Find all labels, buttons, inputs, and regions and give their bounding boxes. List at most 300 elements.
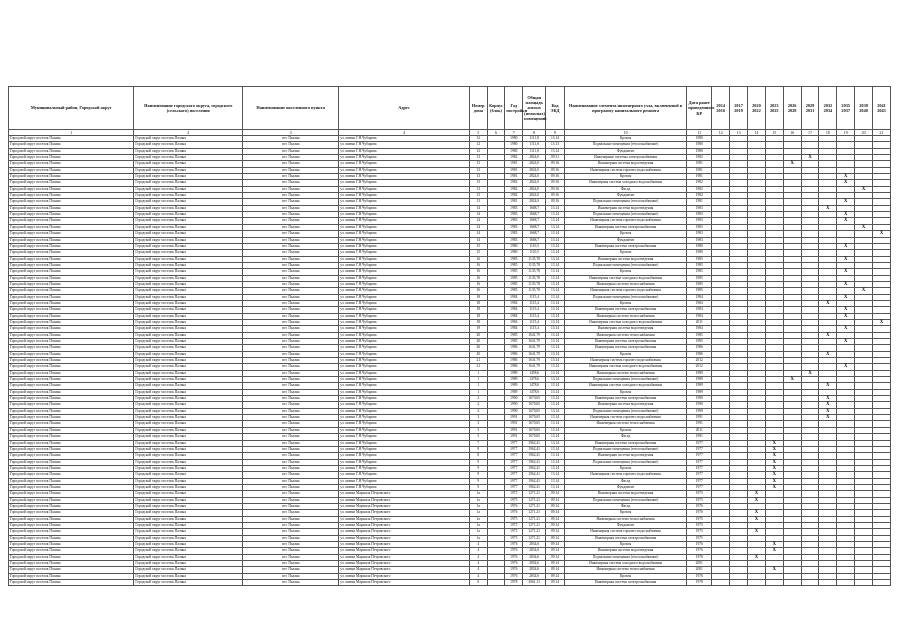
- cell-settlement: Городской округ поселок Палана: [134, 421, 243, 427]
- cell-ekd-code: 09.14: [546, 561, 565, 567]
- cell-district: Городской округ поселок Палана: [9, 288, 134, 294]
- cell-settlement: Городской округ поселок Палана: [134, 205, 243, 211]
- cell-last-repair-date: 1976: [687, 548, 712, 554]
- cell-period-8: X: [837, 180, 855, 186]
- cell-area: 3061,11: [523, 580, 546, 586]
- cell-area: 1668,7: [523, 231, 546, 237]
- cell-element: Инженерная система горячего водоснабжения: [564, 529, 686, 535]
- cell-house-number: 20: [469, 345, 487, 351]
- cell-ekd-code: 09.16: [546, 174, 565, 180]
- cell-element: Кровля: [564, 269, 686, 275]
- cell-year-built: 1977: [505, 440, 523, 446]
- cell-district: Городской округ поселок Палана: [9, 275, 134, 281]
- cell-locality: пгт. Палана: [243, 256, 339, 262]
- cell-locality: пгт. Палана: [243, 465, 339, 471]
- cell-ekd-code: 09.16: [546, 180, 565, 186]
- cell-district: Городской округ поселок Палана: [9, 224, 134, 230]
- cell-house-number: 3: [469, 415, 487, 421]
- cell-address: ул. имени Г.Н.Чубарова: [339, 408, 470, 414]
- cell-year-built: 1991: [505, 434, 523, 440]
- cell-period-3: X: [748, 497, 766, 503]
- cell-settlement: Городской округ поселок Палана: [134, 300, 243, 306]
- cell-settlement: Городской округ поселок Палана: [134, 364, 243, 370]
- cell-address: ул. имени Г.Н.Чубарова: [339, 402, 470, 408]
- cell-element: Кровля: [564, 231, 686, 237]
- cell-period-8: X: [837, 212, 855, 218]
- cell-area: 1111,8: [523, 148, 546, 154]
- cell-period-4: X: [765, 465, 783, 471]
- cell-locality: пгт. Палана: [243, 522, 339, 528]
- cell-last-repair-date: 1989: [687, 383, 712, 389]
- cell-element: Инженерная система электроснабжения: [564, 307, 686, 313]
- cell-locality: пгт. Палана: [243, 459, 339, 465]
- cell-address: ул. имени Маршала Петровского: [339, 554, 470, 560]
- cell-period-8: X: [837, 218, 855, 224]
- cell-address: ул. имени Маршала Петровского: [339, 503, 470, 509]
- cell-locality: пгт. Палана: [243, 199, 339, 205]
- cell-period-1: [712, 580, 730, 586]
- column-number-16: 16: [783, 130, 801, 136]
- cell-element: Инженерная система водоотведения: [564, 205, 686, 211]
- cell-area: 1962,41: [523, 459, 546, 465]
- cell-settlement: Городской округ поселок Палана: [134, 478, 243, 484]
- cell-ekd-code: 09.14: [546, 522, 565, 528]
- cell-element: Кровля: [564, 136, 686, 142]
- cell-period-3: [748, 580, 766, 586]
- cell-district: Городской округ поселок Палана: [9, 580, 134, 586]
- cell-settlement: Городской округ поселок Палана: [134, 370, 243, 376]
- cell-ekd-code: 13.14: [546, 275, 565, 281]
- cell-period-3: X: [748, 516, 766, 522]
- cell-year-built: 1985: [505, 281, 523, 287]
- cell-house-number: 9: [469, 472, 487, 478]
- cell-element: Инженерная система теплоснабжения: [564, 313, 686, 319]
- cell-address: ул. имени Г.Н.Чубарова: [339, 148, 470, 154]
- cell-address: ул. имени Г.Н.Чубарова: [339, 415, 470, 421]
- cell-settlement: Городской округ поселок Палана: [134, 256, 243, 262]
- cell-locality: пгт. Палана: [243, 478, 339, 484]
- cell-locality: пгт. Палана: [243, 383, 339, 389]
- cell-element: Кровля: [564, 250, 686, 256]
- cell-address: ул. имени Г.Н.Чубарова: [339, 389, 470, 395]
- cell-area: 1115,4: [523, 307, 546, 313]
- cell-element: Фундамент: [564, 522, 686, 528]
- cell-address: ул. имени Г.Н.Чубарова: [339, 224, 470, 230]
- cell-period-8: X: [837, 199, 855, 205]
- cell-locality: пгт. Палана: [243, 231, 339, 237]
- cell-settlement: Городской округ поселок Палана: [134, 313, 243, 319]
- cell-element: Подвальные помещения (теплоснабжение): [564, 294, 686, 300]
- cell-address: ул. имени Г.Н.Чубарова: [339, 269, 470, 275]
- cell-locality: пгт. Палана: [243, 262, 339, 268]
- cell-last-repair-date: 1975: [687, 535, 712, 541]
- cell-address: ул. имени Г.Н.Чубарова: [339, 161, 470, 167]
- cell-period-3: X: [748, 510, 766, 516]
- column-header-16: 2026 2028: [783, 87, 801, 130]
- cell-area: 1962,41: [523, 440, 546, 446]
- cell-last-repair-date: 1980: [687, 243, 712, 249]
- cell-address: ул. имени Г.Н.Чубарова: [339, 377, 470, 383]
- cell-house-number: 1а: [469, 535, 487, 541]
- cell-house-number: 12: [469, 136, 487, 142]
- cell-address: ул. имени Г.Н.Чубарова: [339, 313, 470, 319]
- cell-element: Подвальные помещения (теплоснабжение): [564, 262, 686, 268]
- cell-house-number: 1а: [469, 503, 487, 509]
- table-body: [9, 136, 891, 586]
- cell-address: ул. имени Г.Н.Чубарова: [339, 453, 470, 459]
- cell-area: 1271,21: [523, 503, 546, 509]
- cell-house-number: 16: [469, 269, 487, 275]
- cell-area: 1111,8: [523, 142, 546, 148]
- cell-period-3: X: [748, 554, 766, 560]
- cell-last-repair-date: 1981: [687, 167, 712, 173]
- cell-period-8: X: [837, 326, 855, 332]
- column-header-5: Номер дома: [469, 87, 487, 130]
- cell-last-repair-date: 1977: [687, 478, 712, 484]
- column-number-6: 6: [487, 130, 505, 136]
- cell-address: ул. имени Г.Н.Чубарова: [339, 459, 470, 465]
- cell-last-repair-date: 1977: [687, 465, 712, 471]
- cell-last-repair-date: 1985: [687, 332, 712, 338]
- cell-address: ул. имени Г.Н.Чубарова: [339, 212, 470, 218]
- cell-house-number: 16: [469, 288, 487, 294]
- cell-last-repair-date: 1984: [687, 300, 712, 306]
- cell-district: Городской округ поселок Палана: [9, 364, 134, 370]
- cell-address: ул. имени Маршала Петровского: [339, 573, 470, 579]
- cell-settlement: Городской округ поселок Палана: [134, 484, 243, 490]
- cell-year-built: 1977: [505, 484, 523, 490]
- cell-year-built: 1977: [505, 453, 523, 459]
- cell-ekd-code: 13.14: [546, 256, 565, 262]
- cell-element: Инженерная система теплоснабжения: [564, 332, 686, 338]
- cell-ekd-code: 13.14: [546, 136, 565, 142]
- cell-element: Фасад: [564, 503, 686, 509]
- cell-element: Инженерная система теплоснабжения: [564, 370, 686, 376]
- cell-settlement: Городской округ поселок Палана: [134, 231, 243, 237]
- cell-district: Городской округ поселок Палана: [9, 269, 134, 275]
- cell-period-4: X: [765, 446, 783, 452]
- cell-ekd-code: 13.14: [546, 345, 565, 351]
- cell-settlement: Городской округ поселок Палана: [134, 535, 243, 541]
- cell-district: Городской округ поселок Палана: [9, 319, 134, 325]
- cell-last-repair-date: 2012: [687, 358, 712, 364]
- cell-element: Инженерная система электроснабжения: [564, 243, 686, 249]
- cell-address: ул. имени Маршала Петровского: [339, 497, 470, 503]
- cell-ekd-code: 13.14: [546, 434, 565, 440]
- table-header-row: [9, 87, 891, 130]
- cell-address: ул. имени Маршала Петровского: [339, 510, 470, 516]
- cell-settlement: Городской округ поселок Палана: [134, 503, 243, 509]
- cell-element: Инженерная система теплоснабжения: [564, 281, 686, 287]
- cell-address: ул. имени Маршала Петровского: [339, 516, 470, 522]
- cell-locality: пгт. Палана: [243, 174, 339, 180]
- cell-district: Городской округ поселок Палана: [9, 174, 134, 180]
- cell-district: Городской округ поселок Палана: [9, 421, 134, 427]
- cell-address: ул. имени Г.Н.Чубарова: [339, 345, 470, 351]
- cell-ekd-code: 13.14: [546, 212, 565, 218]
- cell-ekd-code: 13.14: [546, 262, 565, 268]
- cell-year-built: 1976: [505, 561, 523, 567]
- cell-house-number: 1а: [469, 491, 487, 497]
- cell-period-9: X: [855, 186, 873, 192]
- cell-house-number: 13: [469, 180, 487, 186]
- cell-year-built: 1976: [505, 503, 523, 509]
- cell-ekd-code: 13.14: [546, 224, 565, 230]
- cell-last-repair-date: 1976: [687, 554, 712, 560]
- cell-period-4: X: [765, 484, 783, 490]
- column-header-18: 2032 2034: [819, 87, 837, 130]
- cell-year-built: 1986: [505, 364, 523, 370]
- cell-settlement: Городской округ поселок Палана: [134, 548, 243, 554]
- cell-period-4: X: [765, 472, 783, 478]
- cell-last-repair-date: 1983: [687, 205, 712, 211]
- cell-area: 2824,0: [523, 193, 546, 199]
- cell-district: Городской округ поселок Палана: [9, 478, 134, 484]
- cell-settlement: Городской округ поселок Палана: [134, 522, 243, 528]
- cell-last-repair-date: 1980: [687, 136, 712, 142]
- cell-area: 2834,6: [523, 573, 546, 579]
- cell-year-built: 1980: [505, 250, 523, 256]
- cell-settlement: Городской округ поселок Палана: [134, 307, 243, 313]
- cell-ekd-code: 13.14: [546, 326, 565, 332]
- cell-element: Кровля: [564, 300, 686, 306]
- cell-last-repair-date: 1985: [687, 288, 712, 294]
- cell-last-repair-date: 1983: [687, 212, 712, 218]
- cell-locality: пгт. Палана: [243, 148, 339, 154]
- cell-house-number: 18: [469, 300, 487, 306]
- cell-settlement: Городской округ поселок Палана: [134, 345, 243, 351]
- cell-ekd-code: 09.14: [546, 567, 565, 573]
- cell-year-built: 1985: [505, 262, 523, 268]
- cell-year-built: 1975: [505, 535, 523, 541]
- cell-house-number: 15: [469, 243, 487, 249]
- cell-period-4: X: [765, 548, 783, 554]
- cell-house-number: 20: [469, 339, 487, 345]
- cell-element: Инженерная система теплоснабжения: [564, 516, 686, 522]
- cell-element: Кровля: [564, 465, 686, 471]
- cell-address: ул. имени Г.Н.Чубарова: [339, 364, 470, 370]
- cell-locality: пгт. Палана: [243, 510, 339, 516]
- cell-locality: пгт. Палана: [243, 212, 339, 218]
- column-number-17: 17: [801, 130, 819, 136]
- cell-area: 2824,0: [523, 186, 546, 192]
- cell-area: 1670,65: [523, 434, 546, 440]
- cell-settlement: Городской округ поселок Палана: [134, 351, 243, 357]
- cell-locality: пгт. Палана: [243, 548, 339, 554]
- cell-last-repair-date: 1982: [687, 193, 712, 199]
- cell-element: Инженерная система холодного водоснабжения: [564, 561, 686, 567]
- cell-address: ул. имени Г.Н.Чубарова: [339, 237, 470, 243]
- cell-year-built: 1990: [505, 402, 523, 408]
- cell-locality: пгт. Палана: [243, 186, 339, 192]
- cell-district: Городской округ поселок Палана: [9, 465, 134, 471]
- cell-settlement: Городской округ поселок Палана: [134, 243, 243, 249]
- cell-address: ул. имени Маршала Петровского: [339, 535, 470, 541]
- cell-year-built: 1982: [505, 193, 523, 199]
- cell-settlement: Городской округ поселок Палана: [134, 402, 243, 408]
- cell-area: 1115,4: [523, 326, 546, 332]
- cell-element: Подвальные помещения (теплоснабжение): [564, 554, 686, 560]
- cell-district: Городской округ поселок Палана: [9, 415, 134, 421]
- cell-settlement: Городской округ поселок Палана: [134, 136, 243, 142]
- cell-element: Инженерная система электроснабжения: [564, 224, 686, 230]
- cell-element: Инженерная система холодного водоснабжения: [564, 180, 686, 186]
- cell-ekd-code: 13.14: [546, 396, 565, 402]
- cell-element: Инженерная система водоотведения: [564, 453, 686, 459]
- column-header-8: Общая площадь жилых (нежилых) помещений: [523, 87, 546, 130]
- cell-address: ул. имени Г.Н.Чубарова: [339, 383, 470, 389]
- cell-address: ул. имени Г.Н.Чубарова: [339, 396, 470, 402]
- column-number-18: 18: [819, 130, 837, 136]
- cell-settlement: Городской округ поселок Палана: [134, 167, 243, 173]
- column-number-1: 1: [9, 130, 134, 136]
- cell-district: Городской округ поселок Палана: [9, 256, 134, 262]
- cell-district: Городской округ поселок Палана: [9, 237, 134, 243]
- cell-period-9: X: [855, 224, 873, 230]
- cell-locality: пгт. Палана: [243, 300, 339, 306]
- cell-year-built: 1985: [505, 339, 523, 345]
- cell-period-5: X: [783, 161, 801, 167]
- cell-locality: пгт. Палана: [243, 243, 339, 249]
- cell-area: 2824,0: [523, 167, 546, 173]
- cell-year-built: 1980: [505, 136, 523, 142]
- cell-settlement: Городской округ поселок Палана: [134, 218, 243, 224]
- cell-last-repair-date: 1975: [687, 522, 712, 528]
- cell-district: Городской округ поселок Палана: [9, 332, 134, 338]
- cell-year-built: 1980: [505, 243, 523, 249]
- cell-year-built: 1981: [505, 161, 523, 167]
- cell-settlement: Городской округ поселок Палана: [134, 542, 243, 548]
- cell-address: ул. имени Г.Н.Чубарова: [339, 358, 470, 364]
- cell-area: 1478,6: [523, 383, 546, 389]
- cell-area: 1668,7: [523, 218, 546, 224]
- column-number-2: 2: [134, 130, 243, 136]
- cell-settlement: Городской округ поселок Палана: [134, 529, 243, 535]
- cell-area: 2824,0: [523, 161, 546, 167]
- cell-settlement: Городской округ поселок Палана: [134, 573, 243, 579]
- cell-period-7: X: [819, 415, 837, 421]
- cell-locality: пгт. Палана: [243, 427, 339, 433]
- cell-address: ул. имени Маршала Петровского: [339, 529, 470, 535]
- cell-address: ул. имени Маршала Петровского: [339, 542, 470, 548]
- cell-year-built: 1986: [505, 345, 523, 351]
- cell-ekd-code: 13.14: [546, 294, 565, 300]
- cell-element: Инженерная система водоотведения: [564, 491, 686, 497]
- cell-address: ул. имени Г.Н.Чубарова: [339, 332, 470, 338]
- cell-district: Городской округ поселок Палана: [9, 313, 134, 319]
- cell-ekd-code: 13.14: [546, 313, 565, 319]
- cell-ekd-code: 13.14: [546, 453, 565, 459]
- cell-last-repair-date: 1986: [687, 345, 712, 351]
- cell-element: Инженерная система горячего водоснабжения: [564, 472, 686, 478]
- cell-house-number: 1: [469, 389, 487, 395]
- cell-address: ул. имени Г.Н.Чубарова: [339, 142, 470, 148]
- cell-area: 1962,41: [523, 478, 546, 484]
- cell-ekd-code: 13.14: [546, 218, 565, 224]
- cell-last-repair-date: 1975: [687, 497, 712, 503]
- cell-address: ул. имени Маршала Петровского: [339, 522, 470, 528]
- cell-house-number: 2: [469, 396, 487, 402]
- cell-house-number: 18: [469, 294, 487, 300]
- cell-period-4: X: [765, 453, 783, 459]
- cell-district: Городской округ поселок Палана: [9, 339, 134, 345]
- cell-address: ул. имени Г.Н.Чубарова: [339, 294, 470, 300]
- cell-district: Городской округ поселок Палана: [9, 231, 134, 237]
- cell-house-number: 7: [469, 440, 487, 446]
- cell-element: Инженерная система холодного водоснабжения: [564, 364, 686, 370]
- cell-ekd-code: 13.14: [546, 351, 565, 357]
- cell-district: Городской округ поселок Палана: [9, 142, 134, 148]
- cell-ekd-code: 13.13: [546, 142, 565, 148]
- cell-district: Городской округ поселок Палана: [9, 522, 134, 528]
- cell-last-repair-date: 1985: [687, 262, 712, 268]
- cell-settlement: Городской округ поселок Палана: [134, 288, 243, 294]
- cell-area: 1641,79: [523, 351, 546, 357]
- cell-period-7: X: [819, 402, 837, 408]
- cell-year-built: 1983: [505, 231, 523, 237]
- cell-district: Городской округ поселок Палана: [9, 510, 134, 516]
- cell-ekd-code: 13.14: [546, 307, 565, 313]
- column-header-21: 2041 2043: [873, 87, 891, 130]
- cell-address: ул. имени Г.Н.Чубарова: [339, 351, 470, 357]
- cell-element: Инженерная система электроснабжения: [564, 396, 686, 402]
- cell-house-number: 13: [469, 199, 487, 205]
- cell-area: 1641,79: [523, 345, 546, 351]
- cell-area: 1135,78: [523, 281, 546, 287]
- column-header-17: 2029 2031: [801, 87, 819, 130]
- cell-settlement: Городской округ поселок Палана: [134, 389, 243, 395]
- cell-year-built: 1984: [505, 319, 523, 325]
- cell-period-8: X: [837, 174, 855, 180]
- cell-house-number: 3: [469, 434, 487, 440]
- cell-settlement: Городской округ поселок Палана: [134, 459, 243, 465]
- cell-period-8: [837, 580, 855, 586]
- cell-settlement: Городской округ поселок Палана: [134, 186, 243, 192]
- cell-period-9: [855, 580, 873, 586]
- cell-year-built: 1990: [505, 408, 523, 414]
- cell-element: Инженерная система водоотведения: [564, 161, 686, 167]
- column-header-6: Корпус (блок): [487, 87, 505, 130]
- cell-area: 1668,7: [523, 237, 546, 243]
- cell-settlement: Городской округ поселок Палана: [134, 472, 243, 478]
- cell-year-built: 1975: [505, 497, 523, 503]
- cell-settlement: Городской округ поселок Палана: [134, 377, 243, 383]
- cell-period-8: X: [837, 364, 855, 370]
- cell-settlement: Городской округ поселок Палана: [134, 427, 243, 433]
- cell-locality: пгт. Палана: [243, 218, 339, 224]
- cell-house-number: 16: [469, 275, 487, 281]
- cell-year-built: 1981: [505, 199, 523, 205]
- cell-district: Городской округ поселок Палана: [9, 535, 134, 541]
- cell-last-repair-date: 1975: [687, 516, 712, 522]
- cell-period-4: X: [765, 567, 783, 573]
- cell-locality: пгт. Палана: [243, 535, 339, 541]
- cell-ekd-code: 13.14: [546, 383, 565, 389]
- cell-year-built: 1977: [505, 459, 523, 465]
- cell-ekd-code: 13.14: [546, 421, 565, 427]
- cell-year-built: 1985: [505, 332, 523, 338]
- cell-locality: пгт. Палана: [243, 567, 339, 573]
- cell-period-7: X: [819, 383, 837, 389]
- cell-house-number: 1а: [469, 497, 487, 503]
- cell-ekd-code: 13.14: [546, 364, 565, 370]
- cell-settlement: Городской округ поселок Палана: [134, 491, 243, 497]
- cell-last-repair-date: 1984: [687, 307, 712, 313]
- cell-period-8: X: [837, 243, 855, 249]
- cell-area: 1962,41: [523, 446, 546, 452]
- cell-period-4: X: [765, 478, 783, 484]
- column-number-5: 5: [469, 130, 487, 136]
